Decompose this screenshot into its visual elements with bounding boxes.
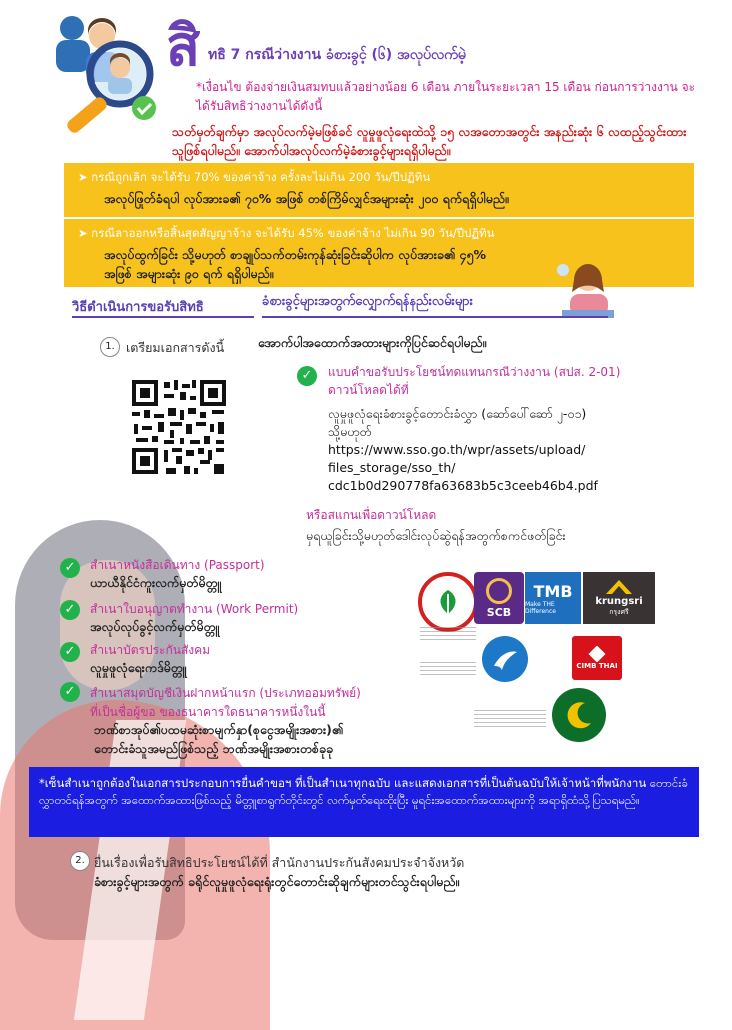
krungthai-bank-logo — [482, 636, 528, 682]
scan-label: หรือสแกนเพื่อดาวน์โหลด — [306, 508, 437, 522]
form-details — [328, 405, 598, 495]
title-initial: สิ — [166, 13, 201, 79]
step-2-thai: ยื่นเรื่องเพื่อรับสิทธิประโยชน์ได้ที่ สำนักงานประกันสังคมประจำจังหวัด — [94, 855, 465, 870]
document-name-thai: สำเนาสมุดบัญชีเงินฝากหน้าแรก (ประเภทออมทรัพย์) — [90, 686, 361, 700]
krungsri-label: krungsri — [595, 596, 643, 607]
document-passport — [90, 556, 265, 594]
krungthai-bird-icon — [490, 644, 520, 674]
steps-heading-myanmar: ခံစားခွင့်များအတွက်လျှောက်ရန်နည်းလမ်းများ — [262, 294, 473, 309]
tmb-label: TMB — [533, 581, 573, 601]
tmb-bank-logo — [525, 572, 581, 624]
heading-underline — [262, 316, 608, 318]
heading-underline — [72, 316, 254, 318]
check-icon: ✓ — [60, 600, 80, 620]
download-url-line2[interactable]: files_storage/sso_th/ — [328, 460, 456, 475]
check-icon: ✓ — [60, 558, 80, 578]
or-label: သို့မဟုတ် — [328, 424, 372, 439]
scb-emblem-icon — [486, 578, 512, 604]
document-name-myanmar: လူမှုဖူလုံရေးကဒ်မိတ္တူ — [90, 660, 187, 675]
band-body: အလုပ်ဖြုတ်ခံရပါ လုပ်အားခ၏ ၇၀% အဖြစ် တစ်ကြိမ်လျှင်အများဆုံး ၂၀၀ ရက်ရရှိပါမည်။ — [104, 191, 509, 206]
band-body-line1: အလုပ်ထွက်ခြင်း သို့မဟုတ် စာချုပ်သက်တမ်းကုန်ဆုံးခြင်းဆိုပါက လုပ်အားခ၏ ၄၅% — [104, 247, 487, 262]
document-note-thai: ที่เป็นชื่อผู้ขอ ของธนาคารใดธนาคารหนึ่งในนี้ — [90, 705, 326, 719]
islamic-bank-logo — [552, 688, 606, 742]
benefit-band-dismissal — [64, 163, 694, 217]
scb-bank-logo — [474, 572, 524, 624]
tmb-slogan: Make THE Difference — [525, 600, 556, 615]
form-name: แบบคำขอรับประโยชน์ทดแทนกรณีว่างงาน (สปส. 2-01) — [328, 365, 621, 379]
check-icon: ✓ — [60, 682, 80, 702]
form-name-myanmar: လူမှုဖူလုံရေးခံစားခွင့်တောင်းခံလွှာ (ဆော်ပေါ်ဆော် ၂-၀၁) — [328, 406, 587, 421]
band-heading: ➤ กรณีถูกเลิก จะได้รับ 70% ของค่าจ้าง ครั้งละไม่เกิน 200 วัน/ปีปฏิทิน — [78, 170, 431, 184]
check-icon: ✓ — [297, 366, 317, 386]
document-name-myanmar: ဘဏ်စာအုပ်၏ပထမဆုံးစာမျက်နှာ(စုငွေအမျိုးအစား)၏ — [94, 722, 343, 737]
krungsri-bank-logo — [583, 572, 655, 624]
krungsri-thai-label: กรุงศรี — [609, 608, 629, 616]
document-name-thai: สำเนาบัตรประกันสังคม — [90, 643, 211, 657]
form-heading — [328, 363, 620, 399]
officer-avatar-icon — [556, 258, 616, 320]
krungsri-emblem-icon — [602, 578, 636, 596]
document-name-myanmar: ယာယီနိုင်ငံကူးလက်မှတ်မိတ္တူ — [90, 575, 222, 590]
bank-caption-text — [420, 662, 476, 676]
step-1-myanmar: အောက်ပါအထောက်အထားများကိုပြင်ဆင်ရပါမည်။ — [258, 335, 487, 350]
document-name-thai: สำเนาใบอนุญาตทำงาน (Work Permit) — [90, 602, 299, 616]
download-url-line3[interactable]: cdc1b0d290778fa63683b5c3ceeb46b4.pdf — [328, 478, 598, 493]
document-name-thai: สำเนาหนังสือเดินทาง (Passport) — [90, 558, 265, 572]
steps-heading-thai: วิธีดำเนินการขอรับสิทธิ — [72, 300, 204, 315]
cimb-emblem-icon — [588, 646, 606, 662]
intro-text: သတ်မှတ်ချက်မှာ အလုပ်လက်မဲ့မဖြစ်ခင် လူမှုဖူလုံရေးထဲသို့ ၁၅ လအတောအတွင်း အနည်းဆုံး ၆ လထည့်သွင်းထားသူဖြစ်ရပါမည်။ အောက်ပါအလုပ်လက်မဲ့ခံစားခွင့်များရရှိပါမည်။ — [172, 124, 687, 158]
document-social-security-card — [90, 641, 210, 679]
step-2-number: 2. — [70, 851, 90, 871]
kasikorn-bank-logo — [418, 572, 478, 632]
step-1-number: 1. — [100, 337, 120, 357]
band-heading: ➤ กรณีลาออกหรือสิ้นสุดสัญญาจ้าง จะได้รับ 45% ของค่าจ้าง ไม่เกิน 90 วัน/ปีปฏิทิน — [78, 226, 495, 240]
page-title: ทธิ 7 กรณีว่างงาน ခံစားခွင့် (၆) အလုပ်လက်မဲ့ — [208, 47, 466, 63]
step-2-myanmar: ခံစားခွင့်များအတွက် ခရိုင်လူမှုဖူလုံရေးရုံးတွင်တောင်းဆိုချက်များတင်သွင်းရပါမည်။ — [94, 874, 460, 889]
qr-code[interactable] — [130, 378, 228, 476]
bank-caption-text — [420, 627, 476, 641]
condition-note: *เงื่อนไข ต้องจ่ายเงินสมทบแล้วอย่างน้อย 6 เดือน ภายในระยะเวลา 15 เดือน ก่อนการว่างงาน จะได้รับสิทธิว่างงานได้ดังนี้ — [196, 80, 696, 113]
document-name-myanmar: အလုပ်လုပ်ခွင့်လက်မှတ်မိတ္တူ — [90, 619, 220, 634]
scan-label-myanmar: မှရယူခြင်းသို့မဟုတ်ဒေါင်းလုပ်ဆွဲရန်အတွက်စကင်ဖတ်ခြင်း — [306, 528, 566, 543]
cimb-label: CIMB THAI — [576, 662, 618, 670]
crescent-moon-icon — [563, 699, 595, 731]
step-1-thai: เตรียมเอกสารดังนี้ — [126, 340, 225, 355]
download-url-line1[interactable]: https://www.sso.go.th/wpr/assets/upload/ — [328, 442, 586, 457]
signature-note: *เซ็นสำเนาถูกต้องในเอกสารประกอบการยื่นคำขอฯ ที่เป็นสำเนาทุกฉบับ และแสดงเอกสารที่เป็นต้นฉบับให้เจ้าหน้าที่พนักงาน တောင်းခံလွှာတင်ရန်အတွက် အထောက်အထားဖြစ်သည့် မိတ္တူစာရွက်တိုင်းတွင် လက်မှတ်ရေးထိုးပြီး မူရင်းအထောက်အထားများကို အရာရှိထံသို့ပြသရမည်။ — [29, 767, 699, 837]
kasikorn-leaf-icon — [434, 588, 462, 616]
document-bank-book — [90, 684, 361, 760]
job-search-magnifier-icon — [50, 8, 170, 138]
bank-caption-text — [474, 710, 546, 728]
form-download-label: ดาวน์โหลดได้ที่ — [328, 383, 409, 397]
band-body-line2: အဖြစ် အများဆုံး ၉၀ ရက် ရရှိပါမည်။ — [104, 266, 274, 281]
document-note-myanmar: တောင်းခံသူအမည်ဖြစ်သည့် ဘဏ်အမျိုးအစားတစ်ခုခု — [94, 741, 334, 756]
cimb-bank-logo — [572, 636, 622, 680]
document-work-permit — [90, 600, 298, 638]
check-icon: ✓ — [60, 642, 80, 662]
scb-label: SCB — [486, 605, 512, 619]
